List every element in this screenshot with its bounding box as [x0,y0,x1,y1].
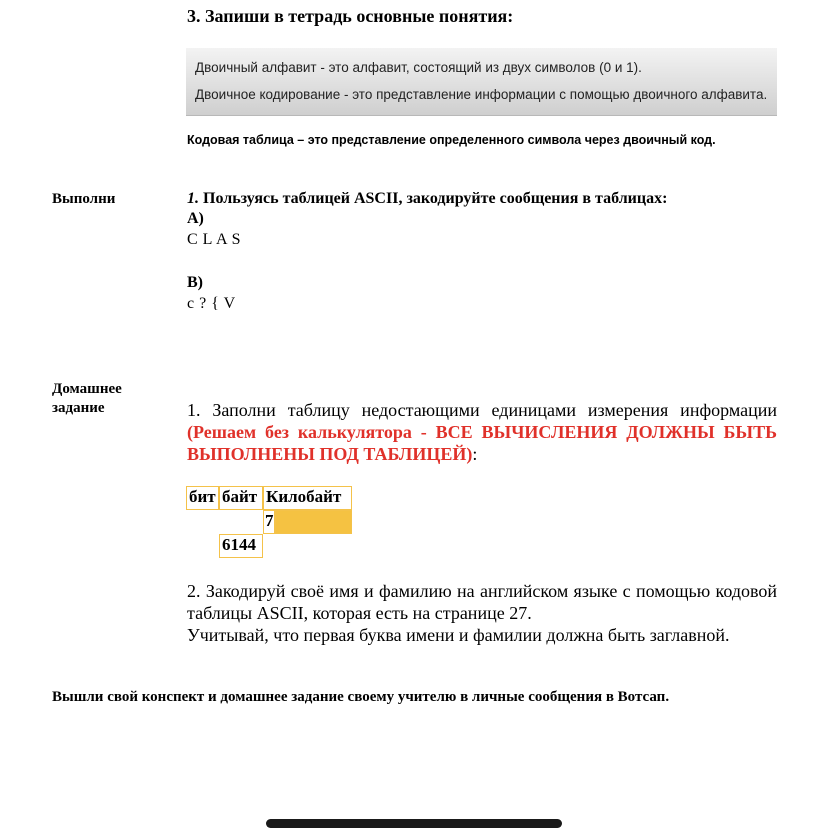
exercise-a-label: А) [187,210,204,227]
table-cell-highlight [275,510,352,534]
table-cell-kilobyte-value: 7 [263,510,275,534]
table-header-byte: байт [219,486,263,510]
homework-task2-line2: Учитывай, что первая буква имени и фамилии должна быть заглавной. [187,625,730,645]
homework-side-label-line1: Домашнее [52,381,122,397]
exercise-b-label: В) [187,274,203,291]
table-cell-byte-value: 6144 [219,534,263,558]
homework-task2 [187,580,777,646]
exercise-task-number: 1. [187,190,199,207]
homework-side-label-line2: задание [52,400,105,416]
homework-task1-end: : [472,444,478,464]
table-header-kilobyte: Килобайт [263,486,352,510]
section-title: 3. Запиши в тетрадь основные понятия: [187,6,514,26]
final-note: Вышли свой конспект и домашнее задание своему учителю в личные сообщения в Вотсап. [52,689,670,705]
exercise-side-label: Выполни [52,191,116,207]
definition-code-table: Кодовая таблица – это представление определенного символа через двоичный код. [187,133,716,147]
homework-task1-text: 1. Заполни таблицу недостающими единицами измерения информации [187,400,777,420]
exercise-task-text: Пользуясь таблицей ASCII, закодируйте сообщения в таблицах: [199,190,668,207]
definition-binary-coding: Двоичное кодирование - это представление информации с помощью двоичного алфавита. [195,87,768,102]
homework-task2-line1: 2. Закодируй своё имя и фамилию на английском языке с помощью кодовой таблицы ASCII, которая есть на странице 27. [187,581,777,623]
table-header-bit: бит [186,486,219,510]
home-indicator-bar[interactable] [266,819,562,828]
exercise-b-text: c ? { V [187,295,236,312]
homework-task1-warning: (Решаем без калькулятора - ВСЕ ВЫЧИСЛЕНИЯ ДОЛЖНЫ БЫТЬ ВЫПОЛНЕНЫ ПОД ТАБЛИЦЕЙ) [187,422,777,464]
definition-binary-alphabet: Двоичный алфавит - это алфавит, состоящий из двух символов (0 и 1). [195,60,642,75]
exercise-a-text: C L A S [187,231,242,248]
